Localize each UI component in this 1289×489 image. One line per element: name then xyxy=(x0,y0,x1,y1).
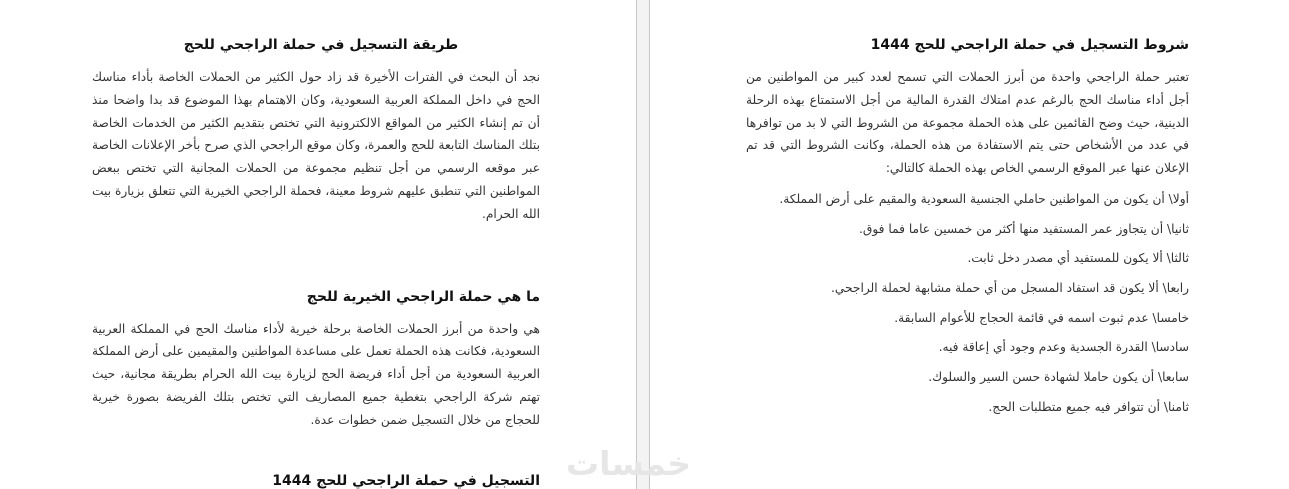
charity-campaign-paragraph: هي واحدة من أبرز الحملات الخاصة برحلة خيرية لأداء مناسك الحج في المملكة العربية السعودية، فكانت هذه الحملة تعمل على مساعدة المواطنين والمقيمين على أرض المملكة العربية السعودية من أجل أداء فريضة الحج لزيارة بيت الله الحرام بطريقة مجانية، حيث تهتم شركة الراجحي بتغطية جميع المصاريف التي تختص بتلك الفريضة بصورة خيرية للحجاج من خلال التسجيل ضمن خطوات عدة. xyxy=(92,321,540,427)
registration-1444-heading: التسجيل في حملة الراجحي للحج 1444 xyxy=(272,472,540,489)
condition-item: سابعا\ أن يكون حاملا لشهادة حسن السير والسلوك. xyxy=(928,370,1189,385)
registration-method-paragraph: نجد أن البحث في الفترات الأخيرة قد زاد حول الكثير من الحملات الخاصة بأداء مناسك الحج في داخل المملكة العربية السعودية، وكان الاهتمام بهذا الموضوع قد بدا واضحا منذ أن تم إنشاء الكثير من المواقع الالكترونية التي تختص بتقديم الكثير من الخدمات الخاصة بتلك المناسك التابعة للحج والعمرة، وكان موقع الراجحي الذي صرح بأخر الإعلانات الخاصة عبر موقعه الرسمي من أجل تنظيم مجموعة من الحملات المجانية التي تختص ببعض المواطنين التي تنطبق عليهم شروط معينة، فحملة الراجحي الخيرية التي تتعلق بزيارة بيت الله الحرام. xyxy=(92,70,540,221)
condition-item: ثامنا\ أن تتوافر فيه جميع متطلبات الحج. xyxy=(988,399,1189,414)
paragraph-spacer xyxy=(92,432,540,470)
charity-campaign-heading: ما هي حملة الراجحي الخيرية للحج xyxy=(306,288,540,305)
condition-item: أولا\ أن يكون من المواطنين حاملي الجنسية السعودية والمقيم على أرض المملكة. xyxy=(779,191,1189,206)
registration-conditions-intro: تعتبر حملة الراجحي واحدة من أبرز الحملات التي تسمح لعدد كبير من المواطنين من أجل أداء مناسك الحج بالرغم عدم امتلاك القدرة المالية من أجل الاستمتاع بهذه الرحلة الدينية، حيث وضح القائمين على هذه الحملة مجموعة من الشروط التي لا بد من توافرها في عدد من الأشخاص حتى يتم الاستفادة من هذه الحملة، وكانت الشروط التي قد تم الإعلان عنها عبر الموقع الرسمي الخاص بهذه الحملة كالتالي: xyxy=(746,70,1189,176)
paragraph-spacer xyxy=(92,226,540,286)
page-left xyxy=(0,0,636,489)
conditions-list xyxy=(746,189,1189,417)
condition-item: سادسا\ القدرة الجسدية وعدم وجود أي إعاقة فيه. xyxy=(938,340,1189,355)
condition-item: ثالثا\ ألا يكون للمستفيد أي مصدر دخل ثابت. xyxy=(967,251,1189,266)
page-right xyxy=(650,0,1289,489)
condition-item: ثانيا\ أن يتجاوز عمر المستفيد منها أكثر من خمسين عاما فما فوق. xyxy=(859,221,1189,236)
registration-method-heading: طريقة التسجيل في حملة الراجحي للحج xyxy=(183,37,459,53)
condition-item: رابعا\ ألا يكون قد استفاد المسجل من أي حملة مشابهة لحملة الراجحي. xyxy=(831,281,1189,296)
registration-conditions-heading: شروط التسجيل في حملة الراجحي للحج 1444 xyxy=(870,37,1189,53)
page-separator xyxy=(636,0,650,489)
khamsat-watermark: خمسات xyxy=(566,444,692,483)
condition-item: خامسا\ عدم ثبوت اسمه في قائمة الحجاج للأعوام السابقة. xyxy=(894,310,1189,325)
